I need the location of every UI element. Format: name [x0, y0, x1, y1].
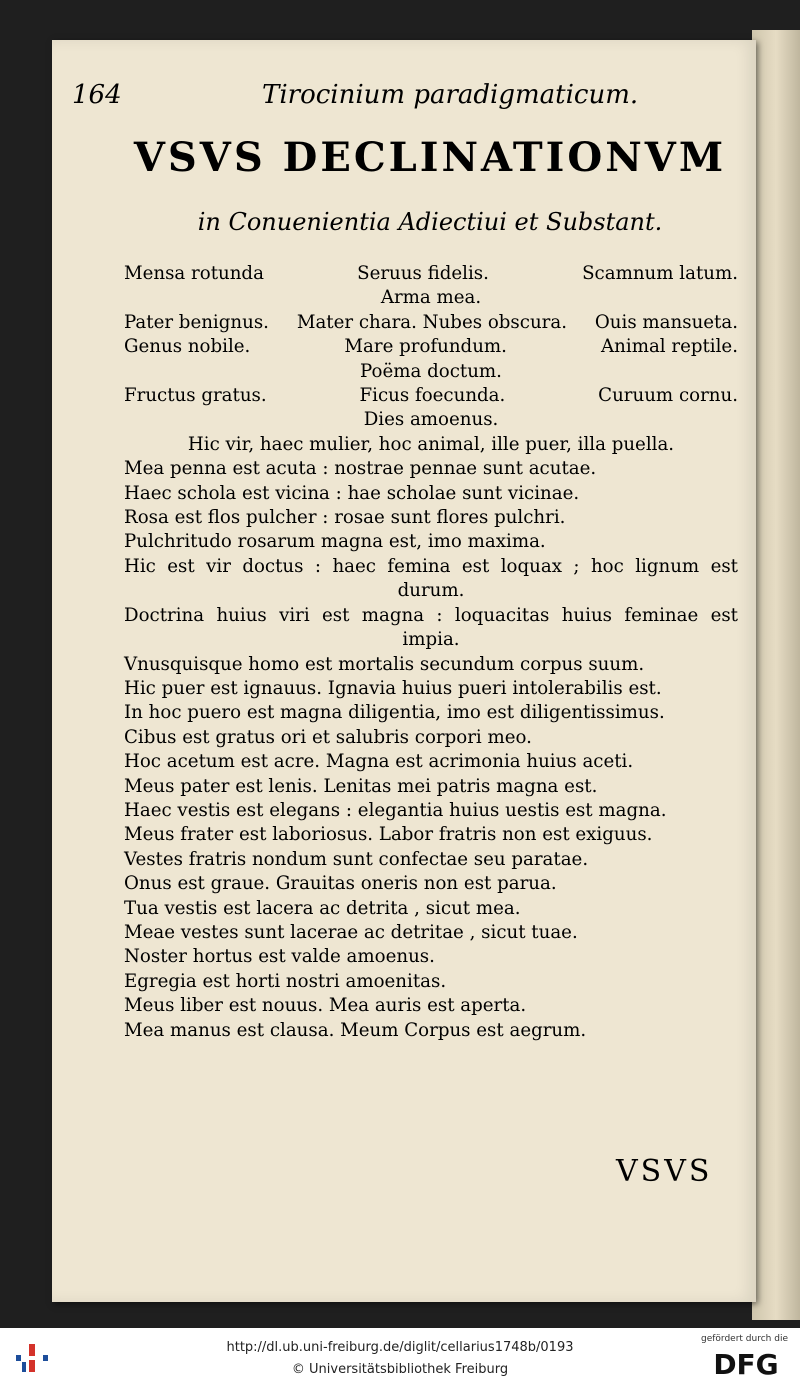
text-line: Doctrina huius viri est magna : loquacitas huius feminae est	[124, 604, 738, 626]
text-line: Pulchritudo rosarum magna est, imo maxima.	[124, 531, 546, 553]
text-line: Cibus est gratus ori et salubris corpori meo.	[124, 726, 532, 748]
example-row	[124, 311, 738, 335]
example-row	[124, 262, 738, 286]
book-edge	[752, 30, 800, 1320]
example-row	[124, 384, 738, 408]
example-row: Poëma doctum.	[360, 360, 502, 382]
dfg-logo-icon	[704, 1346, 788, 1380]
text-line: Noster hortus est valde amoenus.	[124, 946, 435, 968]
example-phrase: Scamnum latum.	[582, 263, 738, 284]
text-line: Onus est graue. Grauitas oneris non est parua.	[124, 873, 557, 895]
example-phrase: Pater benignus.	[124, 311, 269, 333]
example-row	[124, 335, 738, 359]
example-phrase: Ficus foecunda.	[359, 385, 506, 407]
text-line: Hoc acetum est acre. Magna est acrimonia huius aceti.	[124, 751, 634, 773]
text-line: Vestes fratris nondum sunt confectae seu paratae.	[124, 848, 589, 870]
viewer-footer	[0, 1328, 800, 1386]
example-phrase: Ouis mansueta.	[594, 311, 738, 333]
text-line: Hic puer est ignauus. Ignavia huius pueri intolerabilis est.	[124, 677, 662, 699]
copyright-notice: © Universitätsbibliothek Freiburg	[291, 1362, 509, 1377]
section-title: VSVS DECLINATIONVM	[133, 134, 727, 181]
text-line: Mea manus est clausa. Meum Corpus est aegrum.	[124, 1019, 587, 1041]
example-phrase: Mater chara. Nubes obscura.	[296, 311, 567, 333]
text-line: Meus liber est nouus. Mea auris est aperta.	[124, 995, 527, 1017]
text-line: durum.	[397, 580, 465, 602]
text-line: Mea penna est acuta : nostrae pennae sunt acutae.	[124, 458, 597, 480]
example-phrase: Curuum cornu.	[598, 385, 738, 407]
example-phrase: Fructus gratus.	[124, 385, 267, 407]
text-line: Meus frater est laboriosus. Labor fratris non est exiguus.	[124, 824, 653, 846]
dfg-logo-text: DFG	[713, 1348, 779, 1380]
section-subtitle: in Conuenientia Adiectiui et Substant.	[197, 208, 663, 236]
text-line: Egregia est horti nostri amoenitas.	[124, 970, 447, 992]
example-phrase: Mare profundum.	[344, 336, 507, 358]
text-line: Hic vir, haec mulier, hoc animal, ille puer, illa puella.	[187, 433, 675, 455]
example-phrase: Genus nobile.	[124, 336, 251, 358]
text-line: Vnusquisque homo est mortalis secundum corpus suum.	[124, 653, 645, 675]
text-line: Rosa est flos pulcher : rosae sunt flores pulchri.	[124, 507, 566, 529]
text-line: Haec schola est vicina : hae scholae sunt vicinae.	[124, 482, 580, 504]
example-row: Dies amoenus.	[363, 409, 499, 431]
text-line: Meae vestes sunt lacerae ac detritae , sicut tuae.	[124, 921, 578, 943]
page-number: 164	[72, 80, 122, 110]
example-phrase: Animal reptile.	[601, 336, 738, 358]
text-line: Meus pater est lenis. Lenitas mei patris magna est.	[124, 775, 598, 797]
text-line: Hic est vir doctus : haec femina est loquax ; hoc lignum est	[124, 555, 738, 577]
running-title: Tirocinium paradigmaticum.	[262, 80, 639, 110]
running-head	[72, 80, 722, 116]
example-row: Arma mea.	[380, 287, 482, 309]
permalink-url[interactable]: http://dl.ub.uni-freiburg.de/diglit/cellarius1748b/0193	[226, 1340, 574, 1355]
body-text	[124, 262, 738, 1043]
example-phrase: Mensa rotunda	[124, 263, 264, 284]
text-line: Tua vestis est lacera ac detrita , sicut mea.	[124, 897, 521, 919]
text-line: In hoc puero est magna diligentia, imo est diligentissimus.	[124, 702, 665, 724]
text-line: Haec vestis est elegans : elegantia huius uestis est magna.	[124, 799, 667, 821]
funding-note: gefördert durch die	[701, 1334, 788, 1344]
text-line: impia.	[402, 629, 460, 651]
catchword: VSVS	[616, 1154, 713, 1189]
example-phrase: Seruus fidelis.	[357, 263, 489, 284]
